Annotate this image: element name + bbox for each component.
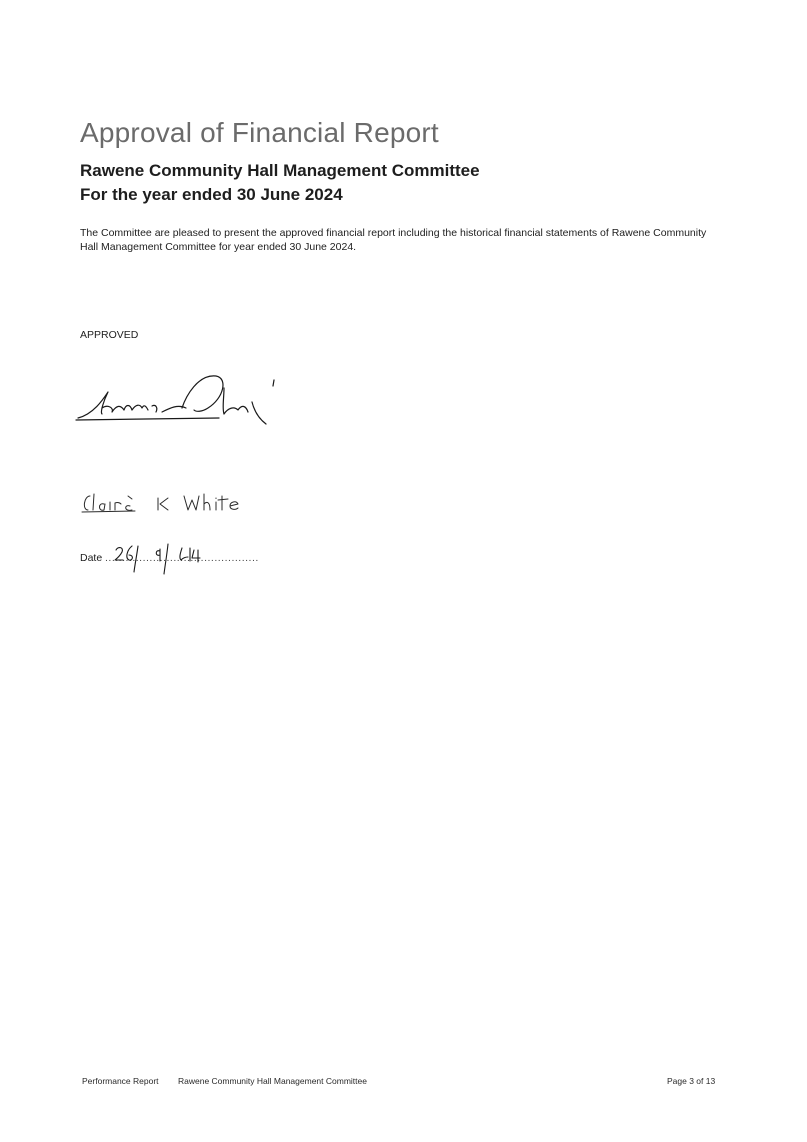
printed-name-handwriting <box>80 488 240 516</box>
approved-label: APPROVED <box>80 329 139 341</box>
date-label: Date <box>80 552 103 564</box>
page-title: Approval of Financial Report <box>80 117 439 148</box>
signature <box>74 368 284 430</box>
footer-organisation: Rawene Community Hall Management Committee <box>178 1076 367 1086</box>
footer-report-type: Performance Report <box>82 1076 159 1086</box>
footer-page-number: Page 3 of 13 <box>667 1076 716 1086</box>
date-dotted-line: ............................................. <box>105 552 259 564</box>
intro-paragraph: The Committee are pleased to present the approved financial report including the historical financial statements of Rawene Community Hall Management Committee for year ended 30 June 2024. <box>80 227 707 253</box>
subtitle-organisation: Rawene Community Hall Management Committee <box>80 161 480 180</box>
date-handwriting <box>102 540 222 580</box>
date-row <box>80 540 259 580</box>
subtitle-period: For the year ended 30 June 2024 <box>80 185 343 204</box>
